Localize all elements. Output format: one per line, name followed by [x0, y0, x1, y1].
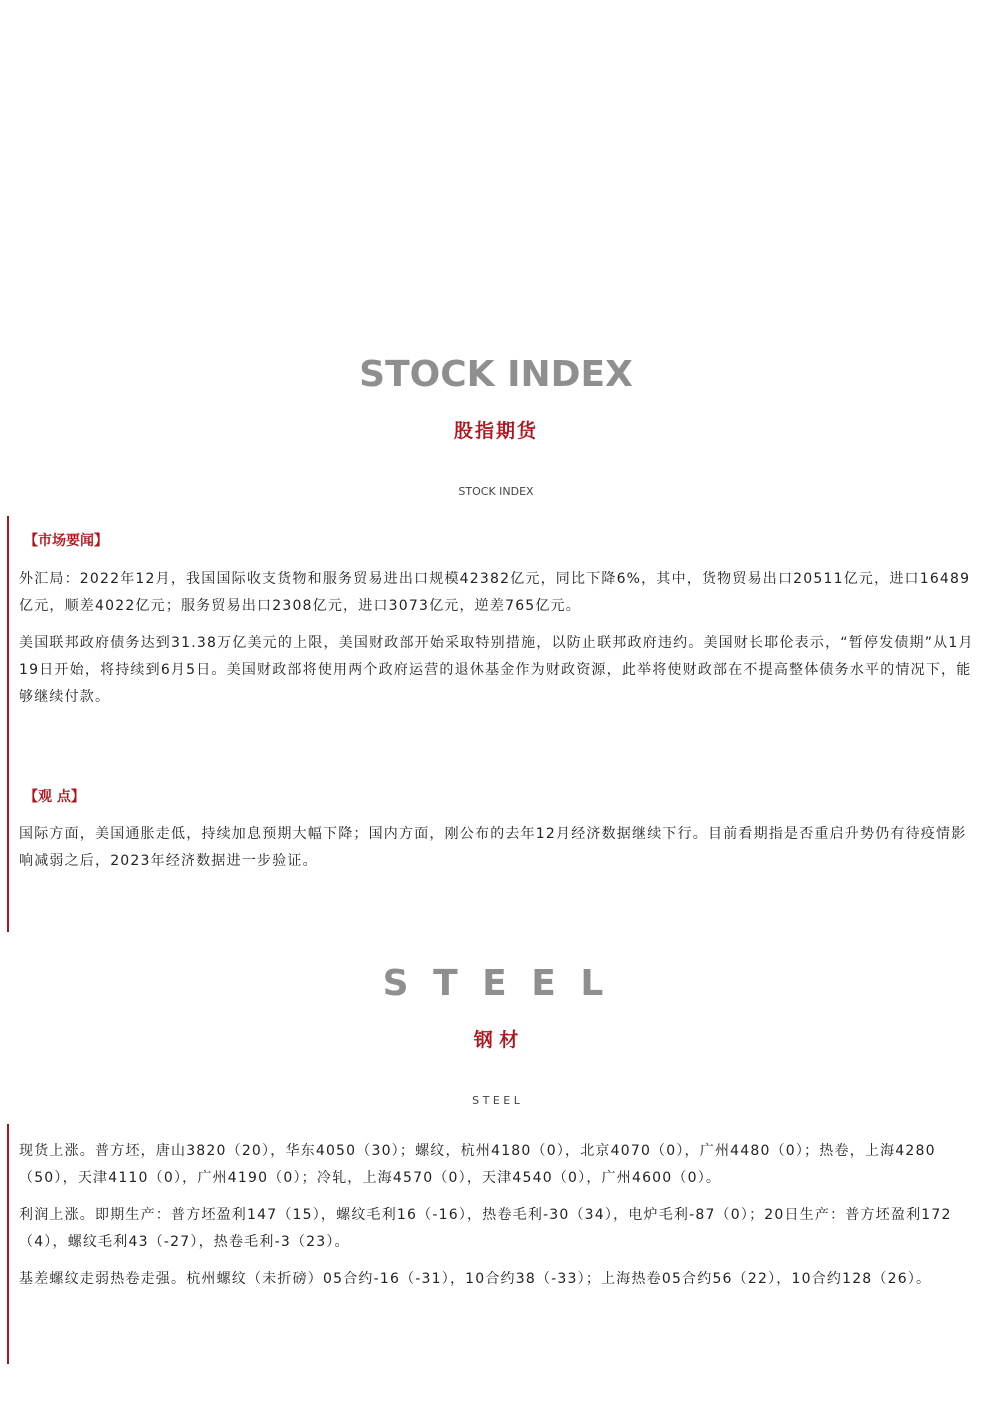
steel-paragraph: 利润上涨。即期生产：普方坯盈利147（15），螺纹毛利16（-16），热卷毛利-30（34），电炉毛利-87（0）；20日生产：普方坯盈利172（4），螺纹毛利43（-27），热卷毛利-3（23）。 — [19, 1207, 952, 1250]
market-news-body — [19, 566, 974, 721]
stock-index-cn-title: 股指期货 — [453, 420, 538, 442]
steel-body — [19, 1138, 974, 1303]
news-paragraph: 外汇局：2022年12月，我国国际收支货物和服务贸易进出口规模42382亿元，同比下降6%，其中，货物贸易出口20511亿元，进口16489亿元，顺差4022亿元；服务贸易出口2308亿元，进口3073亿元，逆差765亿元。 — [19, 571, 971, 614]
news-paragraph: 美国联邦政府债务达到31.38万亿美元的上限，美国财政部开始采取特别措施，以防止联邦政府违约。美国财长耶伦表示，“暂停发债期”从1月19日开始，将持续到6月5日。美国财政部将使用两个政府运营的退休基金作为财政资源，此举将使财政部在不提高整体债务水平的情况下，能够继续付款。 — [19, 635, 974, 705]
steel-paragraph: 基差螺纹走弱热卷走强。杭州螺纹（未折磅）05合约-16（-31），10合约38（-33）；上海热卷05合约56（22），10合约128（26）。 — [19, 1271, 932, 1287]
steel-subtitle: S T E E L — [472, 1094, 520, 1107]
stock-index-subtitle: STOCK INDEX — [458, 485, 534, 498]
viewpoint-paragraph: 国际方面，美国通胀走低，持续加息预期大幅下降；国内方面，刚公布的去年12月经济数据继续下行。目前看期指是否重启升势仍有待疫情影响减弱之后，2023年经济数据进一步验证。 — [19, 826, 967, 869]
steel-cn-title: 钢 材 — [473, 1029, 519, 1051]
stock-section-bar — [7, 516, 9, 932]
market-news-tag: 【市场要闻】 — [24, 533, 108, 549]
steel-section-bar — [7, 1124, 9, 1364]
stock-index-heading: STOCK INDEX — [359, 354, 633, 395]
viewpoint-body — [19, 821, 974, 885]
steel-heading: S T E E L — [382, 963, 610, 1004]
steel-paragraph: 现货上涨。普方坯，唐山3820（20），华东4050（30）；螺纹，杭州4180（0），北京4070（0），广州4480（0）；热卷，上海4280（50），天津4110（0），广州4190（0）；冷轧，上海4570（0），天津4540（0），广州4600（0）。 — [19, 1143, 936, 1186]
viewpoint-tag: 【观 点】 — [24, 789, 85, 805]
